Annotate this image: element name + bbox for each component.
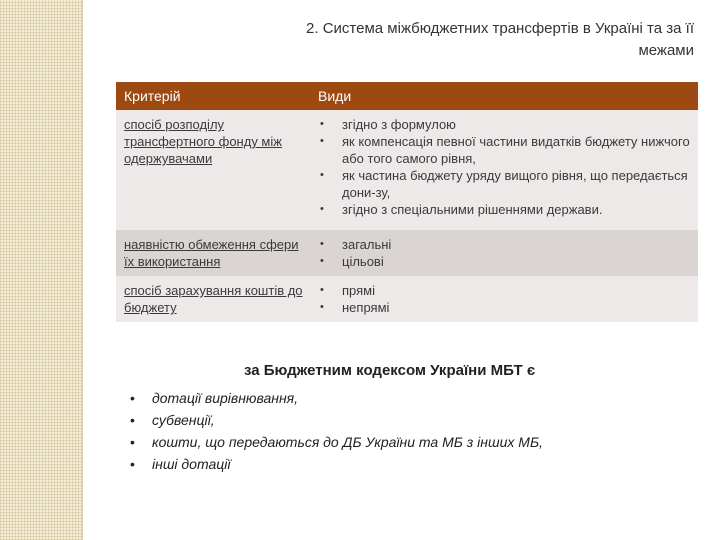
criterion-usage-restriction: наявністю обмеження сфери їх використання	[124, 237, 299, 269]
list-item: • кошти, що передаються до ДБ України та МБ з інших МБ,	[130, 431, 543, 453]
table-row	[116, 110, 698, 230]
list-item: • цільові	[320, 253, 690, 270]
list-item: • інші дотації	[130, 453, 543, 475]
table-header-row	[116, 82, 698, 110]
budget-code-heading: за Бюджетним кодексом України МБТ є	[244, 362, 536, 379]
list-item: • прямі	[320, 282, 690, 299]
criterion-crediting-method: спосіб зарахування коштів до бюджету	[124, 283, 303, 315]
slide-title: 2. Система міжбюджетних трансфертів в Україні та за її межами	[306, 20, 694, 59]
decorative-side-pattern	[0, 0, 82, 540]
budget-code-list	[130, 387, 543, 475]
header-criterion: Критерій	[116, 82, 312, 110]
list-item: • дотації вирівнювання,	[130, 387, 543, 409]
list-item: • згідно з спеціальними рішеннями держави.	[320, 201, 690, 218]
list-item: • як частина бюджету уряду вищого рівня, що передається дони-зу,	[320, 167, 690, 201]
list-item: • згідно з формулою	[320, 116, 690, 133]
types-list	[320, 116, 690, 218]
header-types: Види	[312, 82, 698, 110]
types-list	[320, 236, 690, 270]
list-item: • субвенції,	[130, 409, 543, 431]
table-row	[116, 230, 698, 276]
list-item: • загальні	[320, 236, 690, 253]
side-divider	[82, 0, 83, 540]
list-item: • непрямі	[320, 299, 690, 316]
criterion-distribution: спосіб розподілу трансфертного фонду між одержувачами	[124, 117, 282, 166]
table-row	[116, 276, 698, 322]
types-list	[320, 282, 690, 316]
transfer-criteria-table	[116, 82, 698, 322]
list-item: • як компенсація певної частини видатків бюджету нижчого або того самого рівня,	[320, 133, 690, 167]
